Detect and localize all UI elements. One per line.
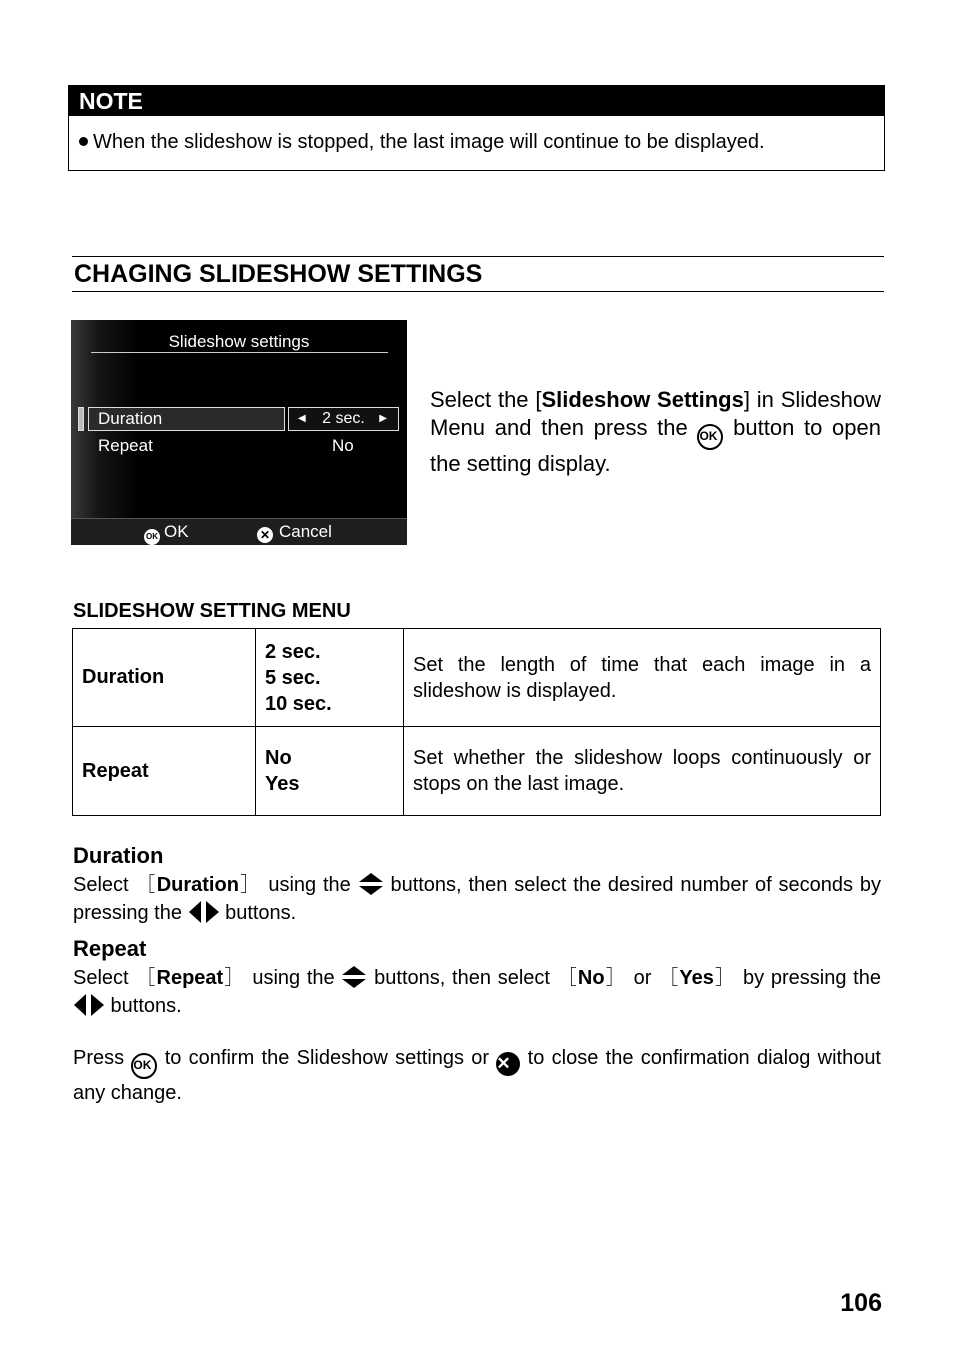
screen-row-value: 2 sec. xyxy=(322,410,365,427)
screen-title-divider xyxy=(91,352,388,353)
repeat-paragraph xyxy=(73,964,881,1020)
ok-label: OK xyxy=(164,522,189,541)
camera-screen-illustration xyxy=(71,320,407,545)
menu-table xyxy=(72,628,881,816)
text: ］ or ［ xyxy=(604,967,680,989)
option: Yes xyxy=(265,773,300,795)
table-row xyxy=(73,727,881,816)
intro-paragraph xyxy=(430,386,881,478)
note-box xyxy=(68,85,885,171)
screen-row-value: No xyxy=(332,436,354,455)
option: No xyxy=(265,747,292,769)
arrow-right-icon: ▶ xyxy=(379,413,387,424)
up-down-arrows-icon xyxy=(341,965,367,989)
option: 5 sec. xyxy=(265,666,321,689)
menu-table-title: SLIDESHOW SETTING MENU xyxy=(73,600,351,622)
screen-title: Slideshow settings xyxy=(168,332,310,351)
text: Select the [ xyxy=(430,387,542,412)
arrow-left-icon: ◀ xyxy=(298,413,306,424)
duration-heading: Duration xyxy=(73,843,164,868)
text: Select ［ xyxy=(73,967,157,989)
up-down-arrows-icon xyxy=(358,872,384,896)
ok-button-icon: OK xyxy=(144,529,160,545)
text-bold: Slideshow Settings xyxy=(541,387,744,412)
note-text: When the slideshow is stopped, the last image will continue to be displayed. xyxy=(93,131,765,153)
text: buttons. xyxy=(105,995,182,1017)
option: 10 sec. xyxy=(265,692,332,715)
cancel-button-icon: ✕ xyxy=(257,527,273,543)
text: to close the confirmation dialog without any change. xyxy=(73,1047,881,1104)
ok-button-icon: OK xyxy=(131,1053,157,1079)
screen-row-duration xyxy=(78,407,400,433)
screen-ok-hint xyxy=(144,519,189,545)
text: Press xyxy=(73,1047,132,1069)
table-cell-name: Duration xyxy=(73,629,256,727)
table-cell-description: Set the length of time that each image in a slideshow is displayed. xyxy=(404,629,881,727)
screen-cancel-hint xyxy=(257,519,332,545)
text-bold: Duration xyxy=(156,874,239,896)
scrollbar-marker xyxy=(78,407,84,431)
screen-row-label: Duration xyxy=(88,407,285,431)
bullet-icon xyxy=(79,137,88,146)
text: ］ using the xyxy=(238,874,358,896)
left-right-arrows-icon xyxy=(188,900,220,924)
note-text-line xyxy=(69,116,884,154)
text: ］ by pressing the xyxy=(713,967,881,989)
page-number: 106 xyxy=(840,1289,882,1317)
option: 2 sec. xyxy=(265,640,321,663)
text: to confirm the Slideshow settings or xyxy=(157,1047,497,1069)
press-paragraph xyxy=(73,1044,881,1107)
text: buttons, then select the desired number of seconds by pressing the xyxy=(73,874,881,924)
text: buttons, then select ［ xyxy=(367,967,578,989)
text: buttons. xyxy=(219,902,297,924)
table-cell-name: Repeat xyxy=(73,727,256,816)
repeat-heading: Repeat xyxy=(73,936,147,961)
ok-button-icon: OK xyxy=(697,424,723,450)
screen-footer xyxy=(71,518,407,545)
table-row xyxy=(73,629,881,727)
table-cell-options xyxy=(256,629,404,727)
text-bold: Yes xyxy=(679,967,714,989)
table-cell-description: Set whether the slideshow loops continuously or stops on the last image. xyxy=(404,727,881,816)
note-header: NOTE xyxy=(69,86,884,116)
text-bold: Repeat xyxy=(156,967,224,989)
screen-row-label: Repeat xyxy=(98,436,153,455)
text: button to open the setting display. xyxy=(430,415,881,476)
text: Select ［ xyxy=(73,874,157,896)
text-bold: No xyxy=(577,967,605,989)
screen-row-value-box xyxy=(288,407,399,431)
table-cell-options xyxy=(256,727,404,816)
cancel-button-icon: ✕ xyxy=(496,1052,520,1076)
duration-paragraph xyxy=(73,871,881,927)
text: ] in Slideshow Menu and then press the xyxy=(430,387,881,440)
cancel-label: Cancel xyxy=(279,522,332,541)
text: ］ using the xyxy=(223,967,342,989)
left-right-arrows-icon xyxy=(73,993,105,1017)
section-title: CHAGING SLIDESHOW SETTINGS xyxy=(72,256,884,292)
